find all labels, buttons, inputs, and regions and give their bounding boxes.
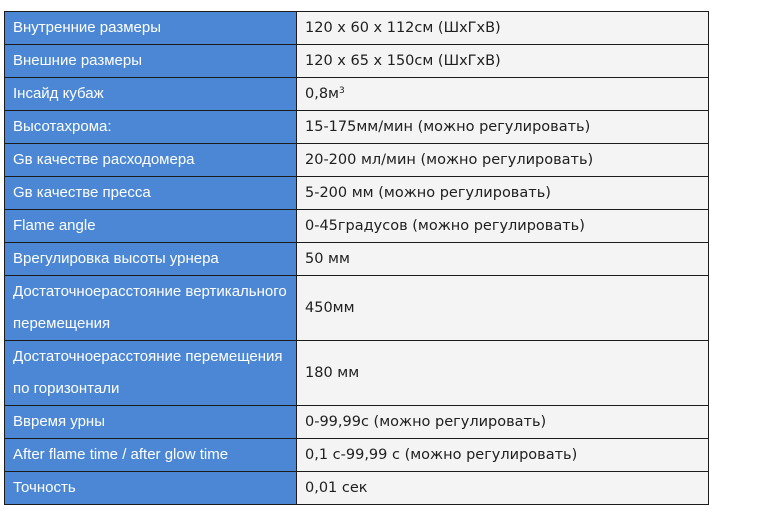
spec-label: Достаточноерасстояние вертикального перемещения	[5, 276, 297, 341]
spec-label: Flame angle	[5, 210, 297, 243]
spec-value: 20-200 мл/мин (можно регулировать)	[297, 144, 709, 177]
table-row	[5, 276, 709, 341]
spec-value: 15-175мм/мин (можно регулировать)	[297, 111, 709, 144]
spec-label: Інсайд кубаж	[5, 78, 297, 111]
spec-value: 0,1 с-99,99 с (можно регулировать)	[297, 439, 709, 472]
spec-label: Ввремя урны	[5, 406, 297, 439]
spec-label: Достаточноерасстояние перемещения по горизонтали	[5, 341, 297, 406]
table-row	[5, 406, 709, 439]
table-row	[5, 439, 709, 472]
specifications-table	[4, 11, 709, 505]
spec-value: 0-45градусов (можно регулировать)	[297, 210, 709, 243]
table-row	[5, 78, 709, 111]
spec-value: 50 мм	[297, 243, 709, 276]
spec-value: 5-200 мм (можно регулировать)	[297, 177, 709, 210]
volume-value: 0,8м	[305, 86, 339, 102]
table-row	[5, 243, 709, 276]
spec-value: 0,01 сек	[297, 472, 709, 505]
spec-label: Gв качестве пресса	[5, 177, 297, 210]
spec-value: 120 x 65 x 150см (ШхГхВ)	[297, 45, 709, 78]
spec-value: 180 мм	[297, 341, 709, 406]
spec-label: Точность	[5, 472, 297, 505]
table-row	[5, 144, 709, 177]
spec-value: 120 x 60 x 112см (ШхГхВ)	[297, 12, 709, 45]
table-row	[5, 472, 709, 505]
spec-label: After flame time / after glow time	[5, 439, 297, 472]
spec-value: 450мм	[297, 276, 709, 341]
table-row	[5, 45, 709, 78]
spec-label: Gв качестве расходомера	[5, 144, 297, 177]
table-row	[5, 111, 709, 144]
spec-value	[297, 78, 709, 111]
spec-label: Внешние размеры	[5, 45, 297, 78]
spec-label: Внутренние размеры	[5, 12, 297, 45]
table-row	[5, 12, 709, 45]
table-row	[5, 210, 709, 243]
spec-value: 0-99,99с (можно регулировать)	[297, 406, 709, 439]
spec-label: Врегулировка высоты урнера	[5, 243, 297, 276]
spec-label: Высотахрома:	[5, 111, 297, 144]
table-row	[5, 341, 709, 406]
table-row	[5, 177, 709, 210]
volume-exponent: 3	[339, 86, 345, 96]
